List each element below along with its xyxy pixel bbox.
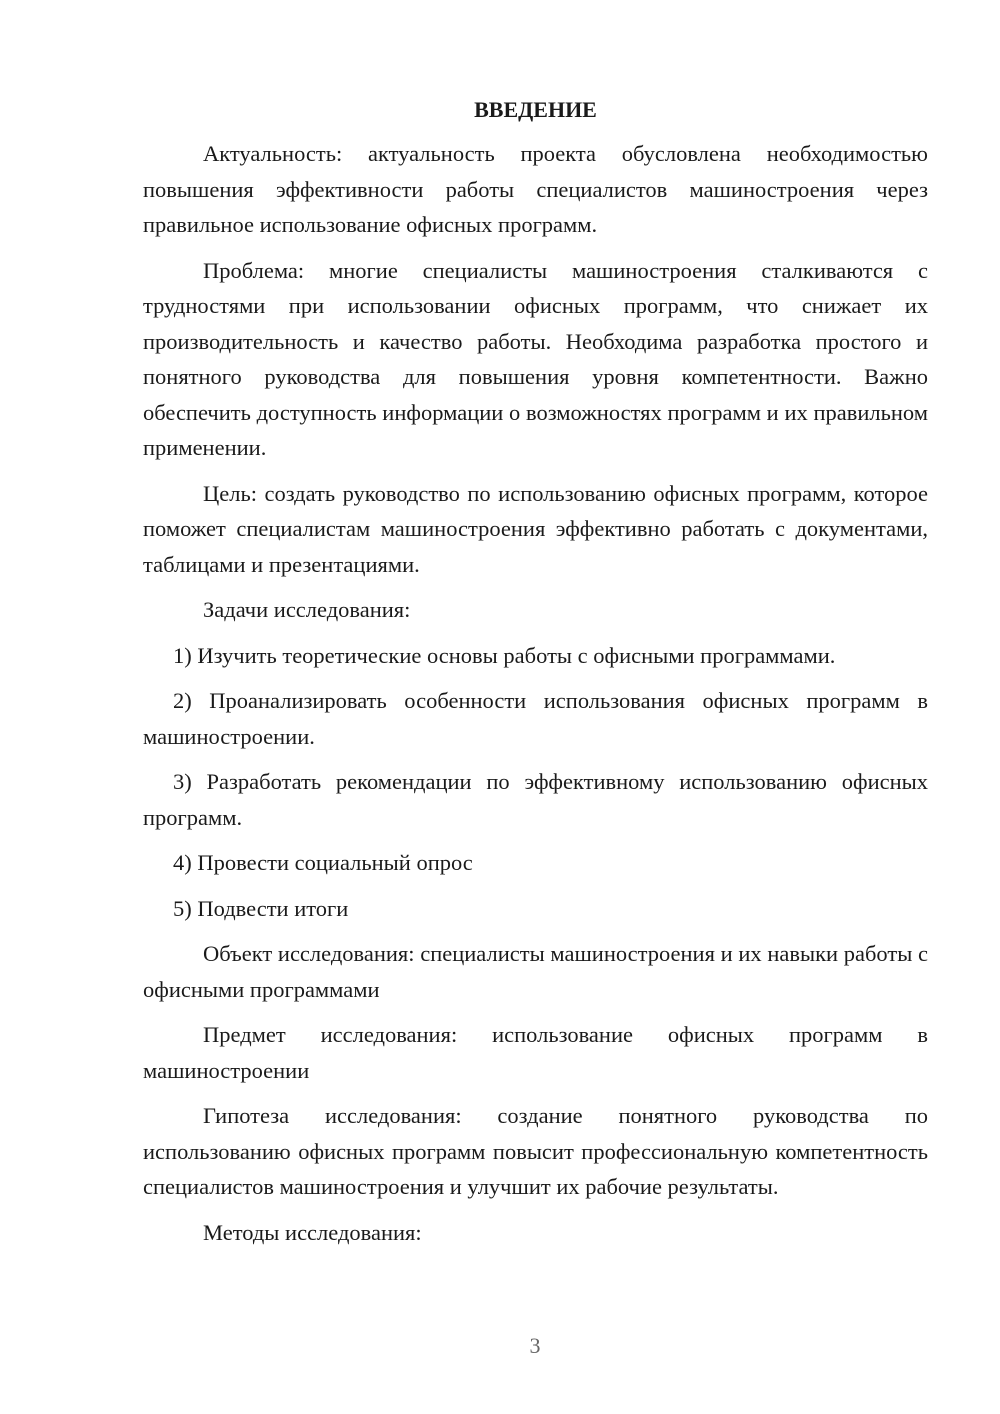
hypothesis-paragraph: Гипотеза исследования: создание понятного руководства по использованию офисных программ повысит профессиональную компетентность специалистов машиностроения и улучшит их рабочие результаты. [143,1103,928,1199]
page-number: 3 [529,1333,541,1358]
object-paragraph: Объект исследования: специалисты машиностроения и их навыки работы с офисными программами [143,941,928,1002]
task-item: 4) Провести социальный опрос [173,850,473,875]
task-item: 1) Изучить теоретические основы работы с офисными программами. [173,642,836,668]
task-item: 5) Подвести итоги [173,895,349,921]
tasks-list [143,638,928,927]
section-heading: ВВЕДЕНИЕ [474,97,597,122]
document-page [143,94,928,1250]
tasks-title: Задачи исследования: [203,597,411,622]
task-item: 3) Разработать рекомендации по эффективному использованию офисных программ. [143,769,928,830]
relevance-paragraph: Актуальность: актуальность проекта обусловлена необходимостью повышения эффективности работы специалистов машиностроения через правильное использование офисных программ. [143,141,928,237]
methods-title: Методы исследования: [203,1219,422,1245]
problem-paragraph: Проблема: многие специалисты машиностроения сталкиваются с трудностями при использовании офисных программ, что снижает их производительность и качество работы. Необходима разработка простого и понятного руководства для повышения уровня компетентности. Важно обеспечить доступность информации о возможностях программ и их правильном применении. [143,257,928,460]
task-item: 2) Проанализировать особенности использования офисных программ в машиностроении. [143,688,928,749]
goal-paragraph: Цель: создать руководство по использованию офисных программ, которое поможет специалистам машиностроения эффективно работать с документами, таблицами и презентациями. [143,480,928,577]
subject-paragraph: Предмет исследования: использование офисных программ в машиностроении [143,1022,928,1083]
